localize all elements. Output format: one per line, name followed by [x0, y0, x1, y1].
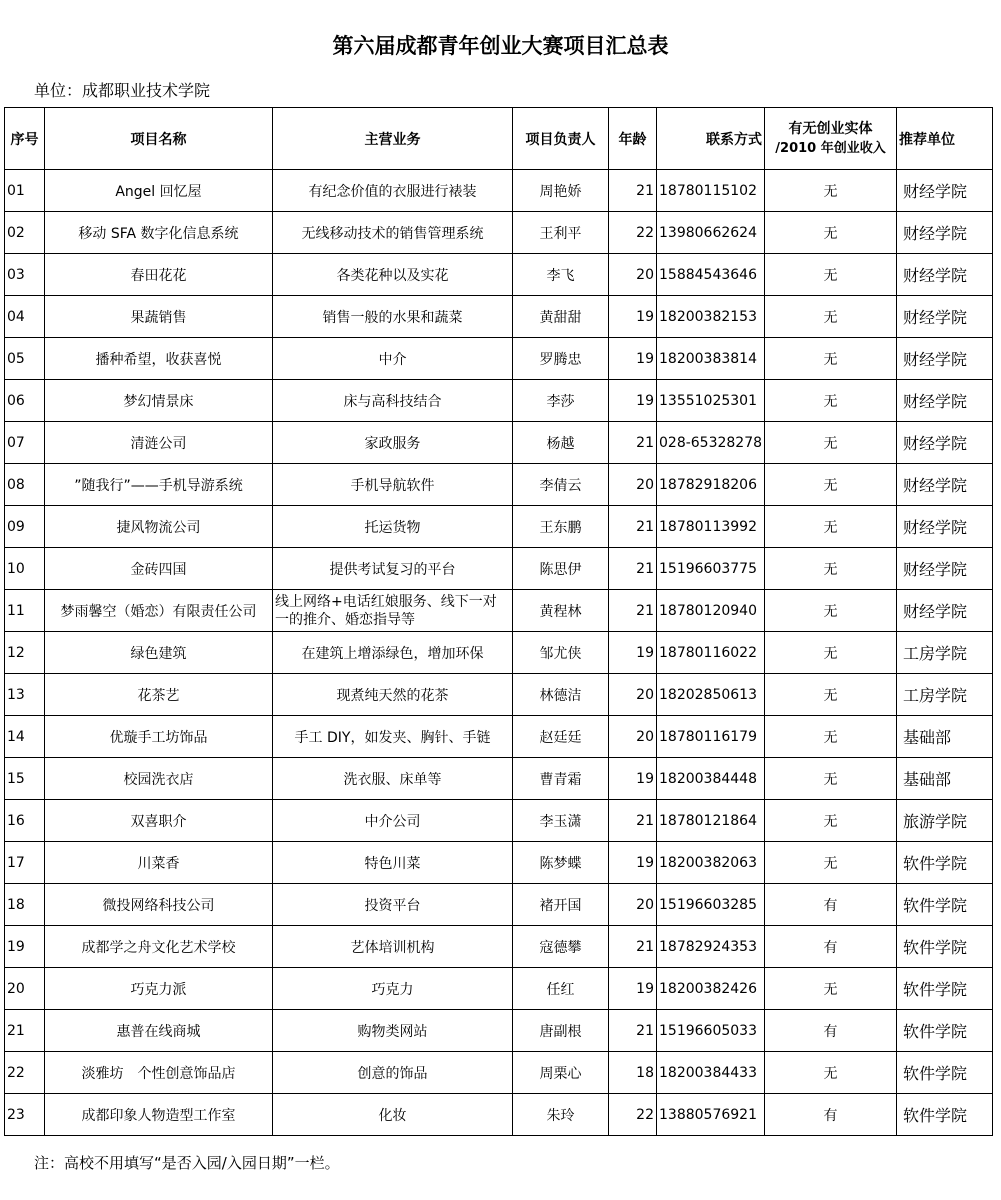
cell-seq: 14: [5, 716, 45, 758]
cell-unit: 软件学院: [897, 884, 993, 926]
cell-age: 21: [609, 1010, 657, 1052]
cell-leader: 李玉潇: [513, 800, 609, 842]
cell-business: 有纪念价值的衣服进行裱装: [273, 170, 513, 212]
cell-unit: 财经学院: [897, 590, 993, 632]
cell-contact: 15196605033: [657, 1010, 765, 1052]
cell-contact: 028-65328278: [657, 422, 765, 464]
cell-project-name: 微投网络科技公司: [45, 884, 273, 926]
cell-project-name: 巧克力派: [45, 968, 273, 1010]
cell-leader: 赵廷廷: [513, 716, 609, 758]
cell-seq: 10: [5, 548, 45, 590]
cell-age: 21: [609, 422, 657, 464]
cell-contact: 18200382426: [657, 968, 765, 1010]
cell-seq: 18: [5, 884, 45, 926]
cell-leader: 李莎: [513, 380, 609, 422]
cell-seq: 09: [5, 506, 45, 548]
table-row: [5, 1010, 993, 1052]
cell-contact: 18782924353: [657, 926, 765, 968]
table-header-row: [5, 108, 993, 170]
header-age: 年龄: [609, 108, 657, 170]
cell-age: 21: [609, 506, 657, 548]
footnote: 注：高校不用填写“是否入园/入园日期”一栏。: [34, 1154, 340, 1172]
cell-contact: 13980662624: [657, 212, 765, 254]
table-row: [5, 380, 993, 422]
cell-project-name: 梦雨馨空（婚恋）有限责任公司: [45, 590, 273, 632]
cell-entity: 无: [765, 758, 897, 800]
header-business: 主营业务: [273, 108, 513, 170]
cell-seq: 21: [5, 1010, 45, 1052]
header-seq: 序号: [5, 108, 45, 170]
cell-entity: 有: [765, 884, 897, 926]
cell-contact: 18202850613: [657, 674, 765, 716]
table-row: [5, 632, 993, 674]
cell-leader: 黄甜甜: [513, 296, 609, 338]
cell-seq: 01: [5, 170, 45, 212]
table-row: [5, 590, 993, 632]
cell-entity: 无: [765, 716, 897, 758]
header-unit: 推荐单位: [897, 108, 993, 170]
cell-unit: 旅游学院: [897, 800, 993, 842]
table-row: [5, 716, 993, 758]
cell-seq: 02: [5, 212, 45, 254]
cell-unit: 软件学院: [897, 1052, 993, 1094]
cell-project-name: 春田花花: [45, 254, 273, 296]
cell-leader: 曹青霜: [513, 758, 609, 800]
cell-contact: 18780116179: [657, 716, 765, 758]
cell-project-name: 优璇手工坊饰品: [45, 716, 273, 758]
cell-entity: 无: [765, 590, 897, 632]
cell-seq: 03: [5, 254, 45, 296]
cell-business: 床与高科技结合: [273, 380, 513, 422]
cell-project-name: 播种希望，收获喜悦: [45, 338, 273, 380]
cell-contact: 13551025301: [657, 380, 765, 422]
cell-unit: 财经学院: [897, 338, 993, 380]
cell-leader: 黄程林: [513, 590, 609, 632]
cell-business: 在建筑上增添绿色，增加环保: [273, 632, 513, 674]
cell-business: 现煮纯天然的花茶: [273, 674, 513, 716]
cell-project-name: 移动 SFA 数字化信息系统: [45, 212, 273, 254]
table-row: [5, 422, 993, 464]
cell-project-name: 校园洗衣店: [45, 758, 273, 800]
cell-contact: 18200383814: [657, 338, 765, 380]
cell-leader: 朱玲: [513, 1094, 609, 1136]
header-entity-line2: /2010 年创业收入: [775, 140, 886, 156]
cell-project-name: 捷风物流公司: [45, 506, 273, 548]
cell-contact: 18780116022: [657, 632, 765, 674]
cell-business: 艺体培训机构: [273, 926, 513, 968]
cell-entity: 无: [765, 380, 897, 422]
cell-entity: 无: [765, 800, 897, 842]
cell-contact: 18780121864: [657, 800, 765, 842]
cell-contact: 18780115102: [657, 170, 765, 212]
cell-project-name: Angel 回忆屋: [45, 170, 273, 212]
cell-age: 19: [609, 338, 657, 380]
cell-contact: 18782918206: [657, 464, 765, 506]
cell-age: 19: [609, 632, 657, 674]
cell-unit: 财经学院: [897, 170, 993, 212]
cell-project-name: 成都印象人物造型工作室: [45, 1094, 273, 1136]
cell-age: 21: [609, 926, 657, 968]
cell-business: 手工 DIY，如发夹、胸针、手链: [273, 716, 513, 758]
table-row: [5, 170, 993, 212]
cell-business: 中介: [273, 338, 513, 380]
cell-leader: 王东鹏: [513, 506, 609, 548]
cell-entity: 有: [765, 926, 897, 968]
cell-leader: 唐副根: [513, 1010, 609, 1052]
cell-business: 创意的饰品: [273, 1052, 513, 1094]
cell-project-name: 清涟公司: [45, 422, 273, 464]
cell-unit: 软件学院: [897, 926, 993, 968]
cell-entity: 无: [765, 338, 897, 380]
cell-business: 特色川菜: [273, 842, 513, 884]
table-row: [5, 968, 993, 1010]
cell-leader: 邹尤侠: [513, 632, 609, 674]
project-summary-table: [4, 107, 993, 1136]
cell-project-name: 花茶艺: [45, 674, 273, 716]
cell-contact: 15196603285: [657, 884, 765, 926]
unit-label: 单位：成都职业技术学院: [34, 81, 211, 100]
cell-leader: 王利平: [513, 212, 609, 254]
cell-unit: 基础部: [897, 758, 993, 800]
cell-project-name: 成都学之舟文化艺术学校: [45, 926, 273, 968]
cell-unit: 财经学院: [897, 212, 993, 254]
table-row: [5, 296, 993, 338]
cell-age: 19: [609, 758, 657, 800]
cell-entity: 无: [765, 254, 897, 296]
table-row: [5, 1052, 993, 1094]
cell-project-name: 双喜职介: [45, 800, 273, 842]
cell-entity: 无: [765, 842, 897, 884]
header-project-name: 项目名称: [45, 108, 273, 170]
cell-leader: 林德洁: [513, 674, 609, 716]
cell-contact: 18200382063: [657, 842, 765, 884]
cell-unit: 财经学院: [897, 506, 993, 548]
cell-seq: 11: [5, 590, 45, 632]
cell-unit: 软件学院: [897, 968, 993, 1010]
cell-leader: 任红: [513, 968, 609, 1010]
cell-age: 20: [609, 674, 657, 716]
cell-business: 投资平台: [273, 884, 513, 926]
cell-entity: 无: [765, 968, 897, 1010]
cell-contact: 13880576921: [657, 1094, 765, 1136]
cell-entity: 无: [765, 422, 897, 464]
cell-age: 19: [609, 842, 657, 884]
header-entity-line1: 有无创业实体: [788, 120, 873, 137]
cell-unit: 财经学院: [897, 380, 993, 422]
cell-age: 21: [609, 590, 657, 632]
cell-seq: 04: [5, 296, 45, 338]
table-row: [5, 464, 993, 506]
cell-seq: 13: [5, 674, 45, 716]
cell-contact: 18200384433: [657, 1052, 765, 1094]
cell-unit: 工房学院: [897, 632, 993, 674]
cell-unit: 财经学院: [897, 296, 993, 338]
cell-seq: 05: [5, 338, 45, 380]
cell-unit: 软件学院: [897, 1010, 993, 1052]
cell-business: 化妆: [273, 1094, 513, 1136]
header-entity: [765, 108, 897, 170]
cell-seq: 20: [5, 968, 45, 1010]
cell-project-name: 果蔬销售: [45, 296, 273, 338]
header-leader: 项目负责人: [513, 108, 609, 170]
cell-seq: 23: [5, 1094, 45, 1136]
cell-age: 22: [609, 212, 657, 254]
cell-age: 20: [609, 464, 657, 506]
cell-entity: 无: [765, 170, 897, 212]
cell-unit: 软件学院: [897, 842, 993, 884]
cell-age: 19: [609, 380, 657, 422]
cell-contact: 18200382153: [657, 296, 765, 338]
cell-entity: 无: [765, 464, 897, 506]
cell-unit: 财经学院: [897, 422, 993, 464]
cell-leader: 李倩云: [513, 464, 609, 506]
cell-seq: 17: [5, 842, 45, 884]
cell-project-name: 淡雅坊 个性创意饰品店: [45, 1052, 273, 1094]
document-title: 第六届成都青年创业大赛项目汇总表: [332, 33, 669, 58]
cell-project-name: 川菜香: [45, 842, 273, 884]
cell-leader: 寇德攀: [513, 926, 609, 968]
cell-project-name: ”随我行”——手机导游系统: [45, 464, 273, 506]
cell-leader: 周艳娇: [513, 170, 609, 212]
cell-entity: 无: [765, 296, 897, 338]
cell-entity: 无: [765, 1052, 897, 1094]
cell-leader: 杨越: [513, 422, 609, 464]
cell-unit: 财经学院: [897, 548, 993, 590]
table-row: [5, 212, 993, 254]
table-row: [5, 1094, 993, 1136]
cell-leader: 陈梦蝶: [513, 842, 609, 884]
cell-entity: 无: [765, 632, 897, 674]
cell-contact: 18200384448: [657, 758, 765, 800]
cell-age: 22: [609, 1094, 657, 1136]
cell-business: 销售一般的水果和蔬菜: [273, 296, 513, 338]
cell-entity: 有: [765, 1010, 897, 1052]
table-row: [5, 674, 993, 716]
cell-project-name: 金砖四国: [45, 548, 273, 590]
cell-business: 家政服务: [273, 422, 513, 464]
table-row: [5, 254, 993, 296]
cell-age: 20: [609, 716, 657, 758]
cell-leader: 周栗心: [513, 1052, 609, 1094]
cell-project-name: 惠普在线商城: [45, 1010, 273, 1052]
cell-unit: 软件学院: [897, 1094, 993, 1136]
table-row: [5, 842, 993, 884]
cell-seq: 19: [5, 926, 45, 968]
cell-leader: 褚开国: [513, 884, 609, 926]
table-body: [5, 170, 993, 1136]
header-contact: 联系方式: [657, 108, 765, 170]
cell-age: 20: [609, 884, 657, 926]
cell-leader: 罗腾忠: [513, 338, 609, 380]
cell-age: 21: [609, 548, 657, 590]
cell-age: 19: [609, 296, 657, 338]
table-row: [5, 926, 993, 968]
cell-business: 线上网络+电话红娘服务、线下一对一的推介、婚恋指导等: [273, 590, 513, 632]
cell-age: 19: [609, 968, 657, 1010]
cell-unit: 工房学院: [897, 674, 993, 716]
cell-project-name: 梦幻情景床: [45, 380, 273, 422]
cell-seq: 22: [5, 1052, 45, 1094]
cell-seq: 12: [5, 632, 45, 674]
cell-entity: 无: [765, 674, 897, 716]
cell-unit: 财经学院: [897, 464, 993, 506]
table-row: [5, 506, 993, 548]
cell-project-name: 绿色建筑: [45, 632, 273, 674]
cell-business: 无线移动技术的销售管理系统: [273, 212, 513, 254]
cell-business: 洗衣服、床单等: [273, 758, 513, 800]
cell-entity: 无: [765, 548, 897, 590]
table-row: [5, 758, 993, 800]
cell-seq: 07: [5, 422, 45, 464]
table-row: [5, 548, 993, 590]
cell-unit: 基础部: [897, 716, 993, 758]
table-row: [5, 884, 993, 926]
cell-unit: 财经学院: [897, 254, 993, 296]
cell-seq: 08: [5, 464, 45, 506]
cell-business: 中介公司: [273, 800, 513, 842]
cell-age: 18: [609, 1052, 657, 1094]
cell-leader: 李飞: [513, 254, 609, 296]
cell-age: 21: [609, 800, 657, 842]
cell-age: 20: [609, 254, 657, 296]
cell-business: 各类花种以及实花: [273, 254, 513, 296]
cell-contact: 15884543646: [657, 254, 765, 296]
cell-seq: 16: [5, 800, 45, 842]
cell-contact: 18780113992: [657, 506, 765, 548]
cell-entity: 有: [765, 1094, 897, 1136]
cell-business: 巧克力: [273, 968, 513, 1010]
cell-business: 提供考试复习的平台: [273, 548, 513, 590]
cell-seq: 06: [5, 380, 45, 422]
cell-entity: 无: [765, 506, 897, 548]
cell-business: 购物类网站: [273, 1010, 513, 1052]
table-row: [5, 800, 993, 842]
cell-contact: 18780120940: [657, 590, 765, 632]
cell-contact: 15196603775: [657, 548, 765, 590]
cell-age: 21: [609, 170, 657, 212]
cell-entity: 无: [765, 212, 897, 254]
cell-seq: 15: [5, 758, 45, 800]
cell-leader: 陈思伊: [513, 548, 609, 590]
cell-business: 托运货物: [273, 506, 513, 548]
table-row: [5, 338, 993, 380]
cell-business: 手机导航软件: [273, 464, 513, 506]
